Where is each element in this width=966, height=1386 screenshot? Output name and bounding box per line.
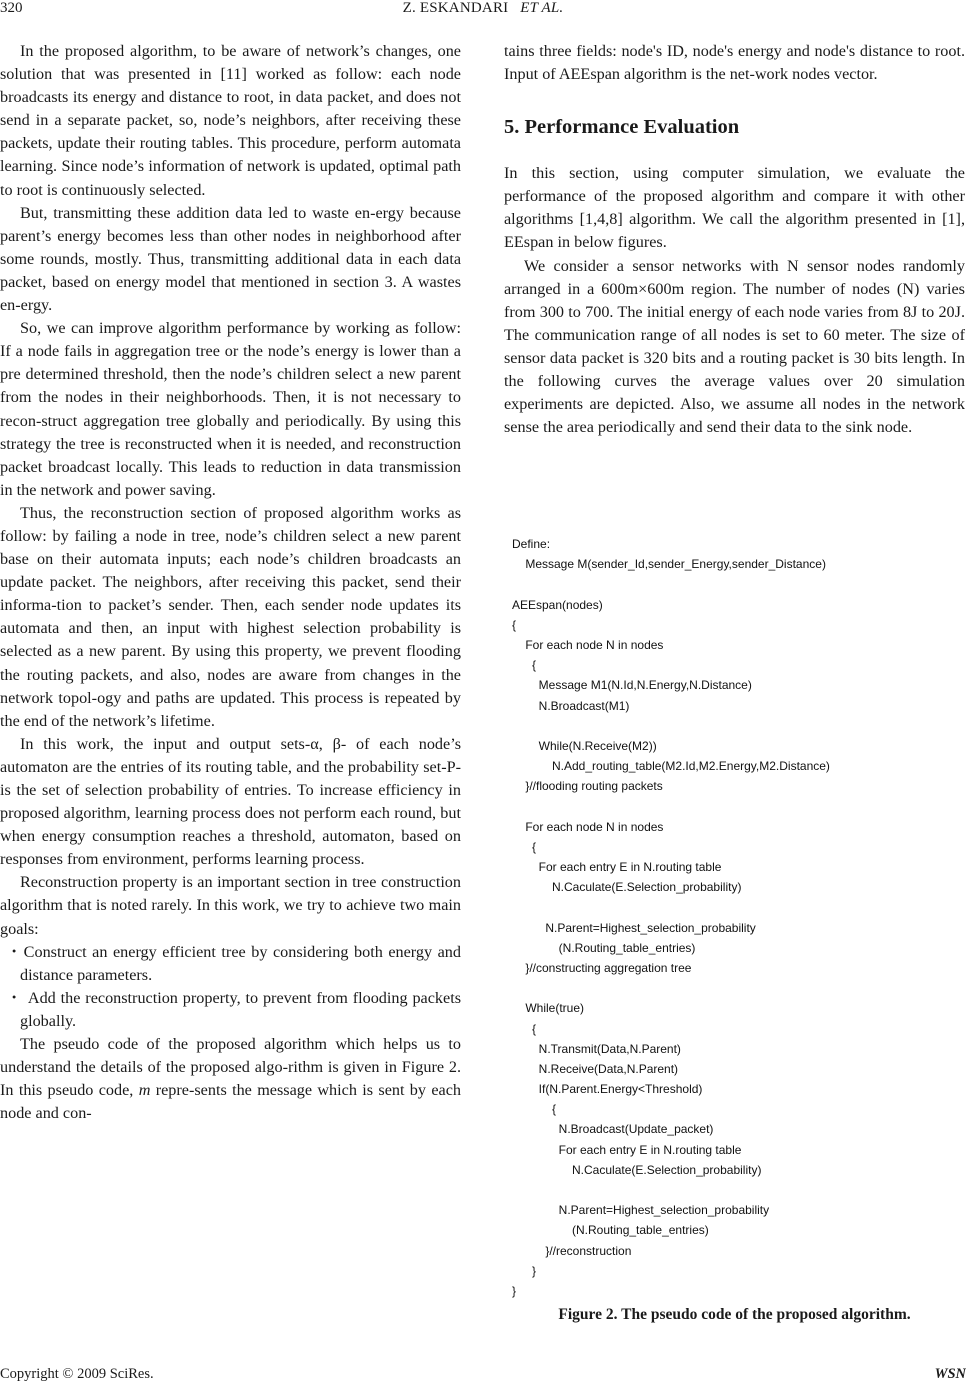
code-line: Define: — [512, 537, 551, 551]
page-number: 320 — [0, 0, 23, 16]
code-line: N.Caculate(E.Selection_probability) — [512, 1162, 762, 1177]
running-head-et-al: ET AL. — [520, 0, 564, 16]
code-line — [512, 796, 952, 816]
code-line: For each entry E in N.routing table — [512, 860, 722, 874]
paragraph: We consider a sensor networks with N sensor nodes randomly arranged in a 600m×600m region. The number of nodes (N) varies from 300 to 700. The initial energy of each node varies from 8J to 20J. The communication range of all nodes is set to 60 meter. The size of sensor data packet is 320 bits and a routing packet is 30 bits length. In the following curves the average values over 20 simulation experiments are depicted. Also, we assume all nodes in the network sense the area periodically and send their data to the sink node. — [504, 256, 965, 437]
code-line — [512, 1180, 952, 1200]
paragraph: Thus, the reconstruction section of proposed algorithm works as follow: by failing a node in tree, node’s children select a new parent base on their automata inputs; each node’s children broadcasts an update packet. The neighbors, after receiving this packet, send their informa-tion to packet’s sender. Then, each sender node updates its automata and then, an input with highest selection probability is selected as a new parent. By using this property, we prevent flooding the routing packets, and also, nodes are aware from changes in the network topol-ogy and paths are updated. This process is repeated by the end of the network’s lifetime. — [0, 503, 461, 730]
journal-abbreviation: WSN — [934, 1366, 966, 1382]
code-line: N.Add_routing_table(M2.Id,M2.Energy,M2.Distance) — [512, 759, 830, 774]
code-line: { — [512, 617, 517, 632]
code-line: { — [512, 1102, 557, 1117]
paragraph: In the proposed algorithm, to be aware of network’s changes, one solution that was presented in [11] worked as follow: each node broadcasts its energy and distance to root, in data packet, and does not send in a separate packet, so, node’s neighbors, after receiving these packets, update their routing tables. This procedure, perform automata learning. Since node’s information of network is updated, optimal path to root is continuously selected. — [0, 42, 461, 199]
code-line: N.Parent=Highest_selection_probability — [512, 1203, 770, 1218]
code-line — [512, 978, 952, 998]
code-line: N.Parent=Highest_selection_probability — [512, 920, 756, 935]
paragraph-continued: tains three fields: node's ID, node's energy and node's distance to root. Input of AEEspan algorithm is the net-work nodes vector. — [504, 42, 965, 84]
code-line: } — [512, 1283, 517, 1298]
code-line: For each node N in nodes — [512, 819, 664, 834]
code-line: (N.Routing_table_entries) — [512, 1223, 709, 1238]
code-line: N.Broadcast(M1) — [512, 698, 630, 713]
running-head — [0, 0, 966, 17]
code-line: (N.Routing_table_entries) — [512, 940, 696, 955]
code-line — [512, 574, 952, 594]
paragraph: So, we can improve algorithm performance by working as follow: If a node fails in aggregation tree or the node’s energy is lower than a pre determined threshold, then the node’s children select a new parent from the nodes in their neighborhoods. Then, it is not necessary to recon-struct aggregation tree globally and periodically. By using this strategy the tree is reconstructed when it is needed, and reconstruction packet broadcast locally. This leads to reduction in data transmission in the network and power saving. — [0, 319, 461, 499]
code-line: { — [512, 1021, 537, 1036]
paragraph — [0, 1033, 461, 1125]
code-line: }//flooding routing packets — [512, 779, 663, 794]
code-line: If(N.Parent.Energy<Threshold) — [512, 1082, 703, 1097]
right-column — [504, 40, 965, 439]
figure-caption: Figure 2. The pseudo code of the proposed algorithm. — [558, 1306, 911, 1323]
copyright-notice: Copyright © 2009 SciRes. — [0, 1366, 154, 1382]
paragraph: Reconstruction property is an important section in tree construction algorithm that is noted rarely. In this work, we try to achieve two main goals: — [0, 873, 461, 938]
code-line: { — [512, 839, 537, 854]
code-line — [512, 716, 952, 736]
code-line: N.Transmit(Data,N.Parent) — [512, 1041, 681, 1056]
code-line: AEEspan(nodes) — [512, 597, 603, 612]
code-line: N.Receive(Data,N.Parent) — [512, 1061, 679, 1076]
code-line: }//reconstruction — [512, 1243, 632, 1258]
left-column — [0, 40, 461, 1125]
code-line: While(true) — [512, 1001, 585, 1016]
running-head-authors: Z. ESKANDARI — [402, 0, 509, 16]
code-line: Message M(sender_Id,sender_Energy,sender_Distance) — [512, 557, 826, 572]
code-line: Message M1(N.Id,N.Energy,N.Distance) — [512, 678, 752, 693]
code-line: While(N.Receive(M2)) — [512, 738, 657, 753]
code-line: N.Caculate(E.Selection_probability) — [512, 880, 742, 895]
paragraph: In this work, the input and output sets-α, β- of each node’s automaton are the entries of its routing table, and the probability set-P-is the set of selection probability of entries. To increase efficiency in proposed algorithm, learning process does not perform each round, but when energy consumption reaches a threshold, automaton, based on responses from environment, performs learning process. — [0, 734, 461, 869]
italic-variable: m — [138, 1081, 151, 1100]
paragraph-text: repre-sents the message which is sent by each node and con- — [0, 1081, 461, 1123]
code-line: For each entry E in N.routing table — [512, 1142, 742, 1157]
code-line: { — [512, 658, 537, 673]
section-heading: 5. Performance Evaluation — [504, 116, 740, 139]
code-line: } — [512, 1263, 537, 1278]
paragraph: But, transmitting these addition data led to waste en-ergy because parent’s energy becomes less than other nodes in neighborhood after some rounds, mostly. Thus, transmitting additional data in each data packet, based on energy model that mentioned in section 3. A wastes en-ergy. — [0, 203, 461, 315]
paragraph-text: The pseudo code of the proposed algorithm which helps us to understand the details of the proposed algo-rithm is given in Figure 2. In this pseudo code, — [0, 1035, 461, 1100]
page-header — [0, 0, 966, 22]
bullet-item: ・Construct an energy efficient tree by considering both energy and distance parameters. — [6, 942, 461, 984]
pseudo-code-figure — [512, 534, 952, 1301]
paragraph: In this section, using computer simulation, we evaluate the performance of the proposed algorithm and compare it with other algorithms [1,4,8] algorithm. We call the algorithm presented in [1], EEspan in below figures. — [504, 164, 965, 252]
bullet-item: ・ Add the reconstruction property, to prevent from flooding packets globally. — [6, 988, 461, 1030]
code-line: For each node N in nodes — [512, 637, 664, 652]
code-line: }//constructing aggregation tree — [512, 960, 692, 975]
code-line — [512, 897, 952, 917]
code-line: N.Broadcast(Update_packet) — [512, 1122, 714, 1137]
